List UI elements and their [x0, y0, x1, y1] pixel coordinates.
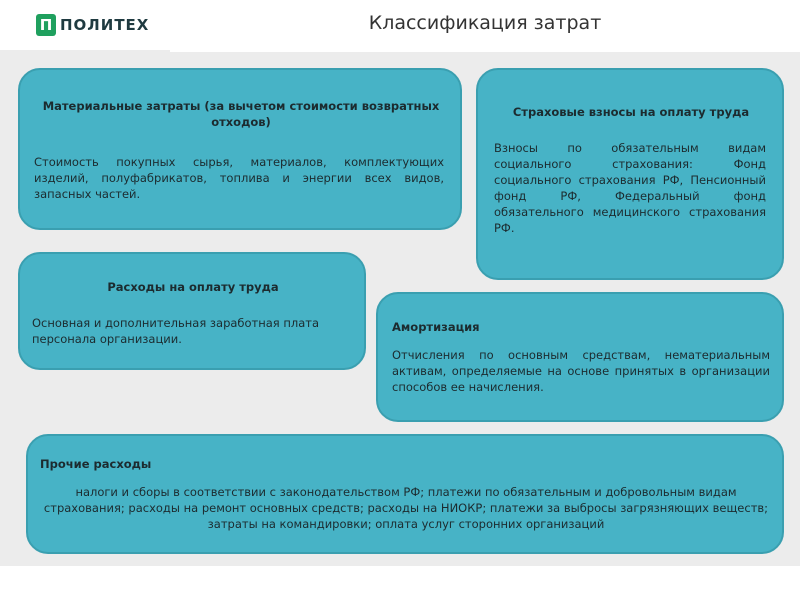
slide-header [0, 0, 800, 50]
slide-title: Классификация затрат [368, 12, 602, 34]
logo-text: ПОЛИТЕХ [60, 16, 150, 34]
footer-band [0, 566, 800, 600]
card-depreciation [376, 292, 784, 422]
card-material-text: Стоимость покупных сырья, материалов, комплектующих изделий, полуфабрикатов, топлива и энергии всех видов, запасных частей. [34, 155, 444, 201]
card-material-title: Материальные затраты (за вычетом стоимости возвратных отходов) [42, 99, 440, 129]
card-labor-costs [18, 252, 366, 370]
card-insurance-text: Взносы по обязательным видам социального страхования: Фонд социального страхования РФ, Пенсионный фонд РФ, Федеральный фонд обязательного медицинского страхования РФ. [494, 141, 766, 235]
card-other-costs [26, 434, 784, 554]
logo-mark-icon: П [36, 14, 56, 36]
card-material-costs [18, 68, 462, 230]
card-labor-title: Расходы на оплату труда [107, 280, 279, 294]
card-insurance-title: Страховые взносы на оплату труда [512, 105, 750, 119]
card-other-title: Прочие расходы [40, 457, 152, 471]
card-depreciation-text: Отчисления по основным средствам, нематериальным активам, определяемые на основе принятых в организации способов ее начисления. [392, 348, 770, 394]
header-divider [170, 50, 800, 52]
card-insurance-contributions [476, 68, 784, 280]
card-labor-text: Основная и дополнительная заработная плата персонала организации. [32, 316, 320, 346]
card-depreciation-title: Амортизация [392, 320, 480, 334]
card-other-text: налоги и сборы в соответствии с законодательством РФ; платежи по обязательным и добровольным видам страхования; расходы на ремонт основных средств; расходы на НИОКР; платежи за выбросы загрязняющих веществ; затраты на командировки; оплата услуг сторонних организаций [43, 485, 769, 531]
politech-logo [36, 14, 149, 36]
